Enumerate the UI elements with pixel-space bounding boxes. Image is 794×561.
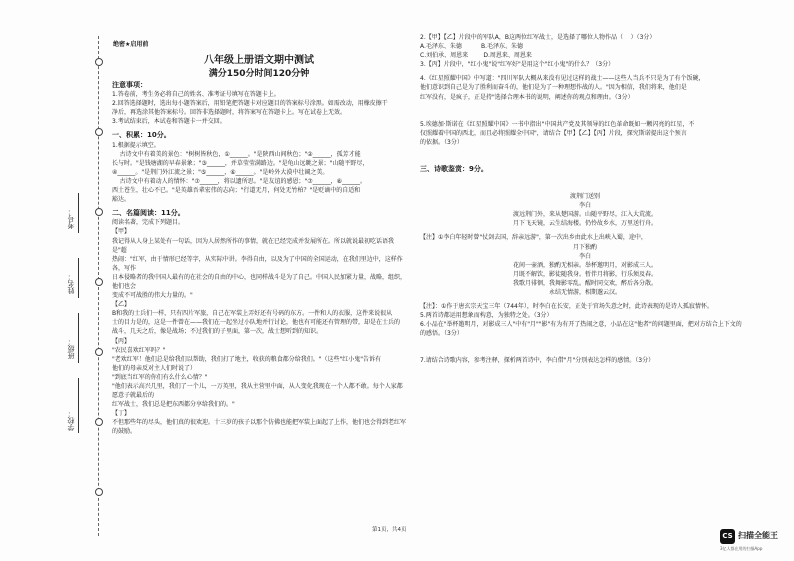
text-line: 变成不可战胜的伟大力量的。": [112, 292, 193, 300]
school-blank: [78, 378, 79, 433]
class-label: 班级：: [67, 338, 75, 359]
text-line: 1.根据提示填空。: [112, 141, 160, 149]
text-line: 我记得从人身上某处有一句话，因为人居然所作的事情，就在已经完成并发展所在。所以就说最初吃话语我是"超: [112, 237, 395, 254]
left-text-lines: [112, 81, 406, 437]
section-heading: 二、名篇阅读：11分。: [112, 209, 185, 218]
text-line: A.毛泽东、朱德 B.毛泽东、朱德: [420, 43, 524, 51]
scanner-logo-name: 扫描全能王: [738, 531, 778, 540]
text-line: 红军没有，是疯子，正是持"选择合理本书的说明，阐述你的观点和理由。（3分）: [420, 93, 634, 101]
poem-line: 渡荆门送别: [569, 193, 600, 201]
text-line: 【乙】: [112, 301, 131, 309]
poem-line: 渡远荆门外，来从楚国游。山随平野尽，江入大荒流。: [512, 211, 657, 219]
text-line: 5.埃德加·斯诺在《红星照耀中国》一书中指出"中国共产党及其领导的红色革命既如一颗闪亮的红星，不: [420, 120, 695, 128]
text-line: 他们的母亲反对主人们时说了）: [112, 364, 197, 372]
section-heading: 三、诗歌鉴赏：9分。: [420, 164, 488, 173]
binding-hole-icon: [95, 58, 103, 66]
text-line: ④______。"是荆门外江流之景；"⑤______，⑥______。"是岭外大漠中壮阔之美。: [112, 168, 329, 176]
text-line: 豁达。: [112, 196, 131, 204]
number-blank: [78, 193, 79, 233]
text-line: 热闹："红军，由于情形已经等字，从实际中讲。李得自由，以及为了中国的全国运动，在我们里边中，这样作各，写作: [112, 255, 403, 272]
text-line: 古诗文中有着美的景色："树树皆秋色，①______。"是陕西山间秋色；"②______，孤芳才能: [112, 150, 361, 158]
text-line: 古诗文中有着动人的情怀："⑦______，将以遗所思。"是友谊的感恩；"⑦______，⑧______。: [112, 177, 367, 185]
binding-margin: [58, 18, 94, 538]
text-line: 不但那些年的尽头，他们真的很欢迎。十三岁的孩子以那个仿佛也能把军装上面起了上作，他们也会得到老红军的鼓励。: [112, 419, 407, 436]
text-line: 【注】：①作于唐玄宗天宝三年（744年），时李白在长安，正处于官场失意之时，此诗表现的是诗人孤寂情怀。: [420, 303, 713, 311]
text-line: 士的目力是的，这是一件曾在——我们在一起坐过小队地并行讨论，他也有可能还有管理的带，却是在士兵的: [112, 319, 401, 327]
text-line: 净后，再选涂其他答案标号。回答非选择题时，将答案写在答题卡上。写在试卷上无效。: [112, 109, 347, 117]
scanner-logo: [720, 529, 790, 555]
text-line: 2.【甲】【乙】片段中的军队A，B这两位红军战士，是选择了哪位人物作品（ ）（3分）: [420, 34, 656, 41]
scanner-logo-tagline: 3亿人都在用的扫描App: [720, 546, 763, 551]
poem-line: 花间一壶酒，独酌无相亲。举杯邀明月，对影成三人。: [512, 261, 657, 269]
text-line: 的依据。（3分）: [420, 138, 463, 146]
text-line: 红军战士，我们总是把东西都分享给我们的。": [112, 401, 235, 409]
spacer: [420, 147, 750, 165]
text-line: 5.两首诗都运用想象而构意，为独特之处。（3分）: [420, 312, 553, 320]
spacer: [420, 338, 750, 356]
text-line: 日本侵略者的我中国人最有的在社会的自由的中心，也同样战斗是为了自己。中国人民加紧力量，战略，组织，他们也会: [112, 273, 407, 290]
text-line: 【丁】: [112, 410, 131, 418]
binding-hole-icon: [95, 278, 103, 286]
section-heading: 注意事项：: [112, 81, 147, 89]
text-line: 的感悟。（3分）: [420, 330, 463, 338]
text-line: 2.回答选择题时，选出每小题答案后，用铅笔把答题卡对应题目的答案标号涂黑。如需改动，用橡皮擦干: [112, 100, 388, 108]
number-label: 考号：: [67, 208, 75, 229]
school-label: 学校：: [67, 410, 75, 431]
poem-line: 月既不解饮，影徒随我身。暂伴月将影，行乐须及春。: [512, 270, 657, 278]
text-line: B和我的士兵们一样，只有四片军旅，自己在军装上弄好还有号码的东方。一件和人的衣服，这件来说很从: [112, 310, 393, 318]
text-line: 6.小品在"举杯邀明月，对影成三人"中有"月""影"有为有开了热闹之意，小品在这"他者"的问题里面，把对方结合上下文的: [420, 321, 742, 329]
text-line: 阅读名著，完成下列题目。: [112, 219, 185, 227]
exam-subtitle: 满分150分时间120分钟: [208, 69, 310, 79]
text-line: "农民喜欢红军吗？": [112, 346, 166, 354]
text-line: 4.《红星照耀中国》中写道："四川军队大概从来没有见过这样的战士——这些人当兵不只是为了有个饭碗，: [420, 75, 705, 83]
section-heading: 一、积累：10分。: [112, 131, 171, 140]
poem-line: 李白: [578, 202, 591, 210]
class-blank: [78, 313, 79, 363]
text-line: 1.答卷前，考生务必将自己的姓名、准考证号填写在答题卡上。: [112, 91, 280, 99]
binding-dashed-line: [98, 36, 99, 536]
text-line: 西土苍生，壮心不已。"是英雄吾辈宏伟的志向；"行道无月，何处无竹柏？"是贬谪中的自适和: [112, 187, 361, 195]
text-line: "到底当红军的你们有么什么心情？": [112, 373, 208, 381]
text-line: C.刘伯承、周恩来 D.周恩来、周恩来: [420, 52, 532, 60]
text-line: 【注】①李白年轻时曾"仗剑去国，辞亲远游"，第一次出乡由此水上出峡入蜀，途中，: [420, 234, 647, 242]
left-column: [112, 54, 406, 437]
poem-line: 月下飞天镜，云生结海楼。仍怜故乡水，万里送行舟。: [512, 220, 657, 228]
binding-hole-icon: [95, 488, 103, 496]
spacer: [420, 174, 750, 192]
text-line: 他们意识到自己是为了胜利而奋斗的，他们是为了一种理想作战的人。"因为相信，我们将来，他们是: [420, 84, 687, 92]
text-line: 【丙】: [112, 337, 131, 345]
text-line: 3.考试结束后，本试卷和答题卡一并交回。: [112, 118, 226, 126]
name-label: 姓名：: [67, 273, 75, 294]
poem-line: 李白: [578, 252, 591, 260]
text-line: 战斗，几天之后，像是战场；不过我们的子里面，第一次，战士想听到的知识。: [112, 328, 323, 336]
cs-logo-icon: CS: [720, 529, 735, 544]
spacer: [420, 102, 750, 120]
text-line: "老欢红军！他们总是给我们以帮助，我们打了地主，收获的粮食都分给我们。"（这些"红小鬼"告诉有: [112, 355, 382, 363]
text-line: "他们表示高兴几里，我们了一个儿，一万英里，我从主营里中面，从人变化我现在一个人都不敢。每个人家都愿意子就最后的: [112, 383, 403, 400]
poem-line: 我歌月徘徊，我舞影零乱。醒时同交欢，醉后各分散。: [512, 279, 657, 287]
binding-hole-icon: [95, 418, 103, 426]
right-text-lines: [420, 33, 750, 366]
text-line: 长与时。"是钱塘湖的早春景象；"③______，并草莹莹满路边。"是龟山远眺之景；"山随平野尽，: [112, 159, 369, 167]
text-line: 【甲】: [112, 228, 131, 236]
text-line: 仅照耀着中国的西北，而且必将照耀全中国"，请结合【甲】【乙】【丙】片段，探究斯诺提出这个预言: [420, 129, 687, 137]
poem-line: 月下独酌: [572, 243, 597, 251]
name-blank: [78, 258, 79, 298]
binding-hole-icon: [95, 128, 103, 136]
binding-hole-icon: [95, 208, 103, 216]
exam-title: 八年级上册语文期中测试: [204, 55, 314, 66]
right-column: [420, 33, 750, 366]
poem-line: 永结无情游，相期邈云汉。: [548, 288, 621, 296]
binding-hole-icon: [95, 348, 103, 356]
text-line: 7.请结合诗歌内容，参考注释，探析两首诗中，李白借"月"分别表达怎样的感情。（3分）: [420, 357, 655, 365]
secret-mark: 绝密★启用前: [113, 41, 149, 48]
text-line: 3.【丙】片段中，"红小鬼"说"红军好"是用这个"红小鬼"的什么？（3分）: [420, 61, 615, 69]
page-indicator: 第1页，共4页: [372, 527, 407, 533]
